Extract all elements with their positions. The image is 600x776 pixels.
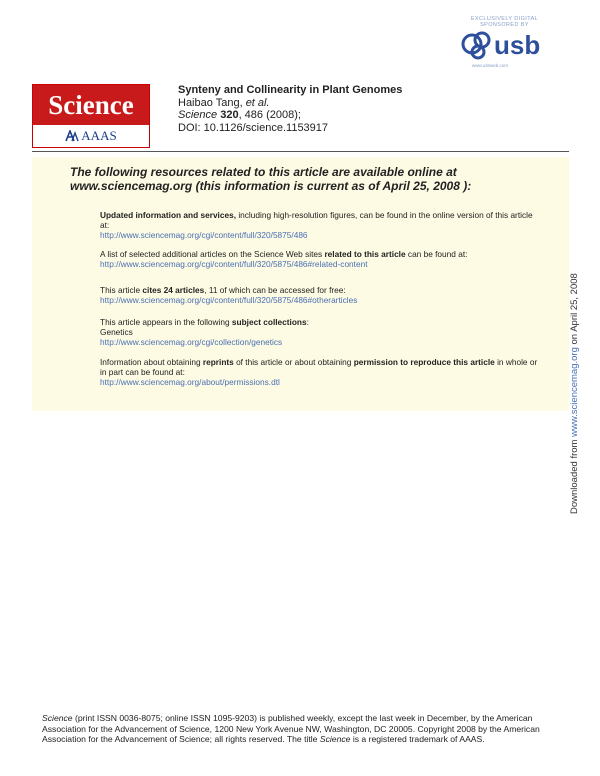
updated-text: including high-resolution figures, can be found in the online version of this article at: xyxy=(100,210,533,230)
updated-link[interactable]: http://www.sciencemag.org/cgi/content/full/320/5875/486 xyxy=(100,230,308,240)
footer-text-1: (print ISSN 0036-8075; online ISSN 1095-9203) is published weekly, except the last week in December, by the American Association for the Advancement of Science, 1200 New York Avenue NW, Washington, DC 20005. Copyright 2008 by the American Association for the Advancement of Science; all rights reserved. The title xyxy=(42,713,540,744)
aaas-icon xyxy=(65,130,79,142)
updated-bold: Updated information and services, xyxy=(100,210,237,220)
subject-link[interactable]: http://www.sciencemag.org/cgi/collection/genetics xyxy=(100,337,283,347)
related-bold: related to this article xyxy=(324,249,406,259)
sponsor-tagline: EXCLUSIVELY DIGITAL SPONSORED BY xyxy=(470,16,539,28)
footer-text-2: is a registered trademark of AAAS. xyxy=(350,734,485,744)
permissions-bold-2: permission to reproduce this article xyxy=(353,357,495,367)
download-link[interactable]: www.sciencemag.org xyxy=(569,347,580,437)
aaas-mark xyxy=(33,125,149,147)
cites-bold: cites 24 articles xyxy=(142,285,205,295)
footer-journal: Science xyxy=(42,713,73,723)
resources-box xyxy=(32,157,569,411)
related-item xyxy=(100,249,540,269)
download-suffix: on April 25, 2008 xyxy=(569,273,580,348)
subject-bold: subject collections xyxy=(231,317,307,327)
sponsor-website[interactable]: www.usbweb.com xyxy=(472,63,509,68)
usb-logo-icon xyxy=(458,28,553,62)
permissions-text-3: in whole or in part can be found at: xyxy=(100,357,538,377)
download-notice xyxy=(569,264,583,514)
article-doi: DOI: 10.1126/science.1153917 xyxy=(178,121,329,134)
authors: Haibao Tang, xyxy=(178,96,243,109)
download-prefix: Downloaded from xyxy=(569,436,580,514)
subject-text-2: : xyxy=(306,317,309,327)
footer-journal-2: Science xyxy=(319,734,351,744)
et-al: et al. xyxy=(245,96,270,109)
volume: 320 xyxy=(220,109,239,121)
related-text: A list of selected additional articles on the Science Web sites xyxy=(100,249,325,259)
intro-line-2: www.sciencemag.org (this information is current as of April 25, 2008 ): xyxy=(70,179,472,193)
permissions-text-2: of this article or about obtaining xyxy=(233,357,354,367)
article-citation xyxy=(178,109,402,122)
cites-text: This article xyxy=(100,285,143,295)
sponsor-logo xyxy=(452,16,557,68)
subject-collection: Genetics xyxy=(100,327,133,337)
article-title: Synteny and Collinearity in Plant Genomes xyxy=(178,84,403,96)
resources-intro xyxy=(70,165,471,193)
related-text-2: can be found at: xyxy=(405,249,468,259)
subject-item xyxy=(100,317,540,347)
updated-info-item xyxy=(100,210,540,240)
permissions-item xyxy=(100,357,540,387)
permissions-link[interactable]: http://www.sciencemag.org/about/permissions.dtl xyxy=(100,377,280,387)
subject-text: This article appears in the following xyxy=(100,317,232,327)
intro-line-1: The following resources related to this article are available online at xyxy=(70,165,457,179)
aaas-label: AAAS xyxy=(81,128,117,143)
footer-notice xyxy=(42,713,562,745)
cites-link[interactable]: http://www.sciencemag.org/cgi/content/full/320/5875/486#otherarticles xyxy=(100,295,358,305)
sponsor-brand: usb xyxy=(494,30,541,60)
article-header xyxy=(178,84,402,134)
article-authors xyxy=(178,97,402,110)
pages: , 486 (2008); xyxy=(238,109,301,121)
cites-text-2: , 11 of which can be accessed for free: xyxy=(204,285,346,295)
related-link[interactable]: http://www.sciencemag.org/cgi/content/full/320/5875/486#related-content xyxy=(100,259,368,269)
science-logo[interactable] xyxy=(32,84,150,148)
cites-item xyxy=(100,285,540,305)
permissions-bold-1: reprints xyxy=(202,357,234,367)
divider xyxy=(32,151,569,152)
journal-name: Science xyxy=(178,109,218,121)
permissions-text: Information about obtaining xyxy=(100,357,203,367)
science-wordmark: Science xyxy=(33,85,149,125)
